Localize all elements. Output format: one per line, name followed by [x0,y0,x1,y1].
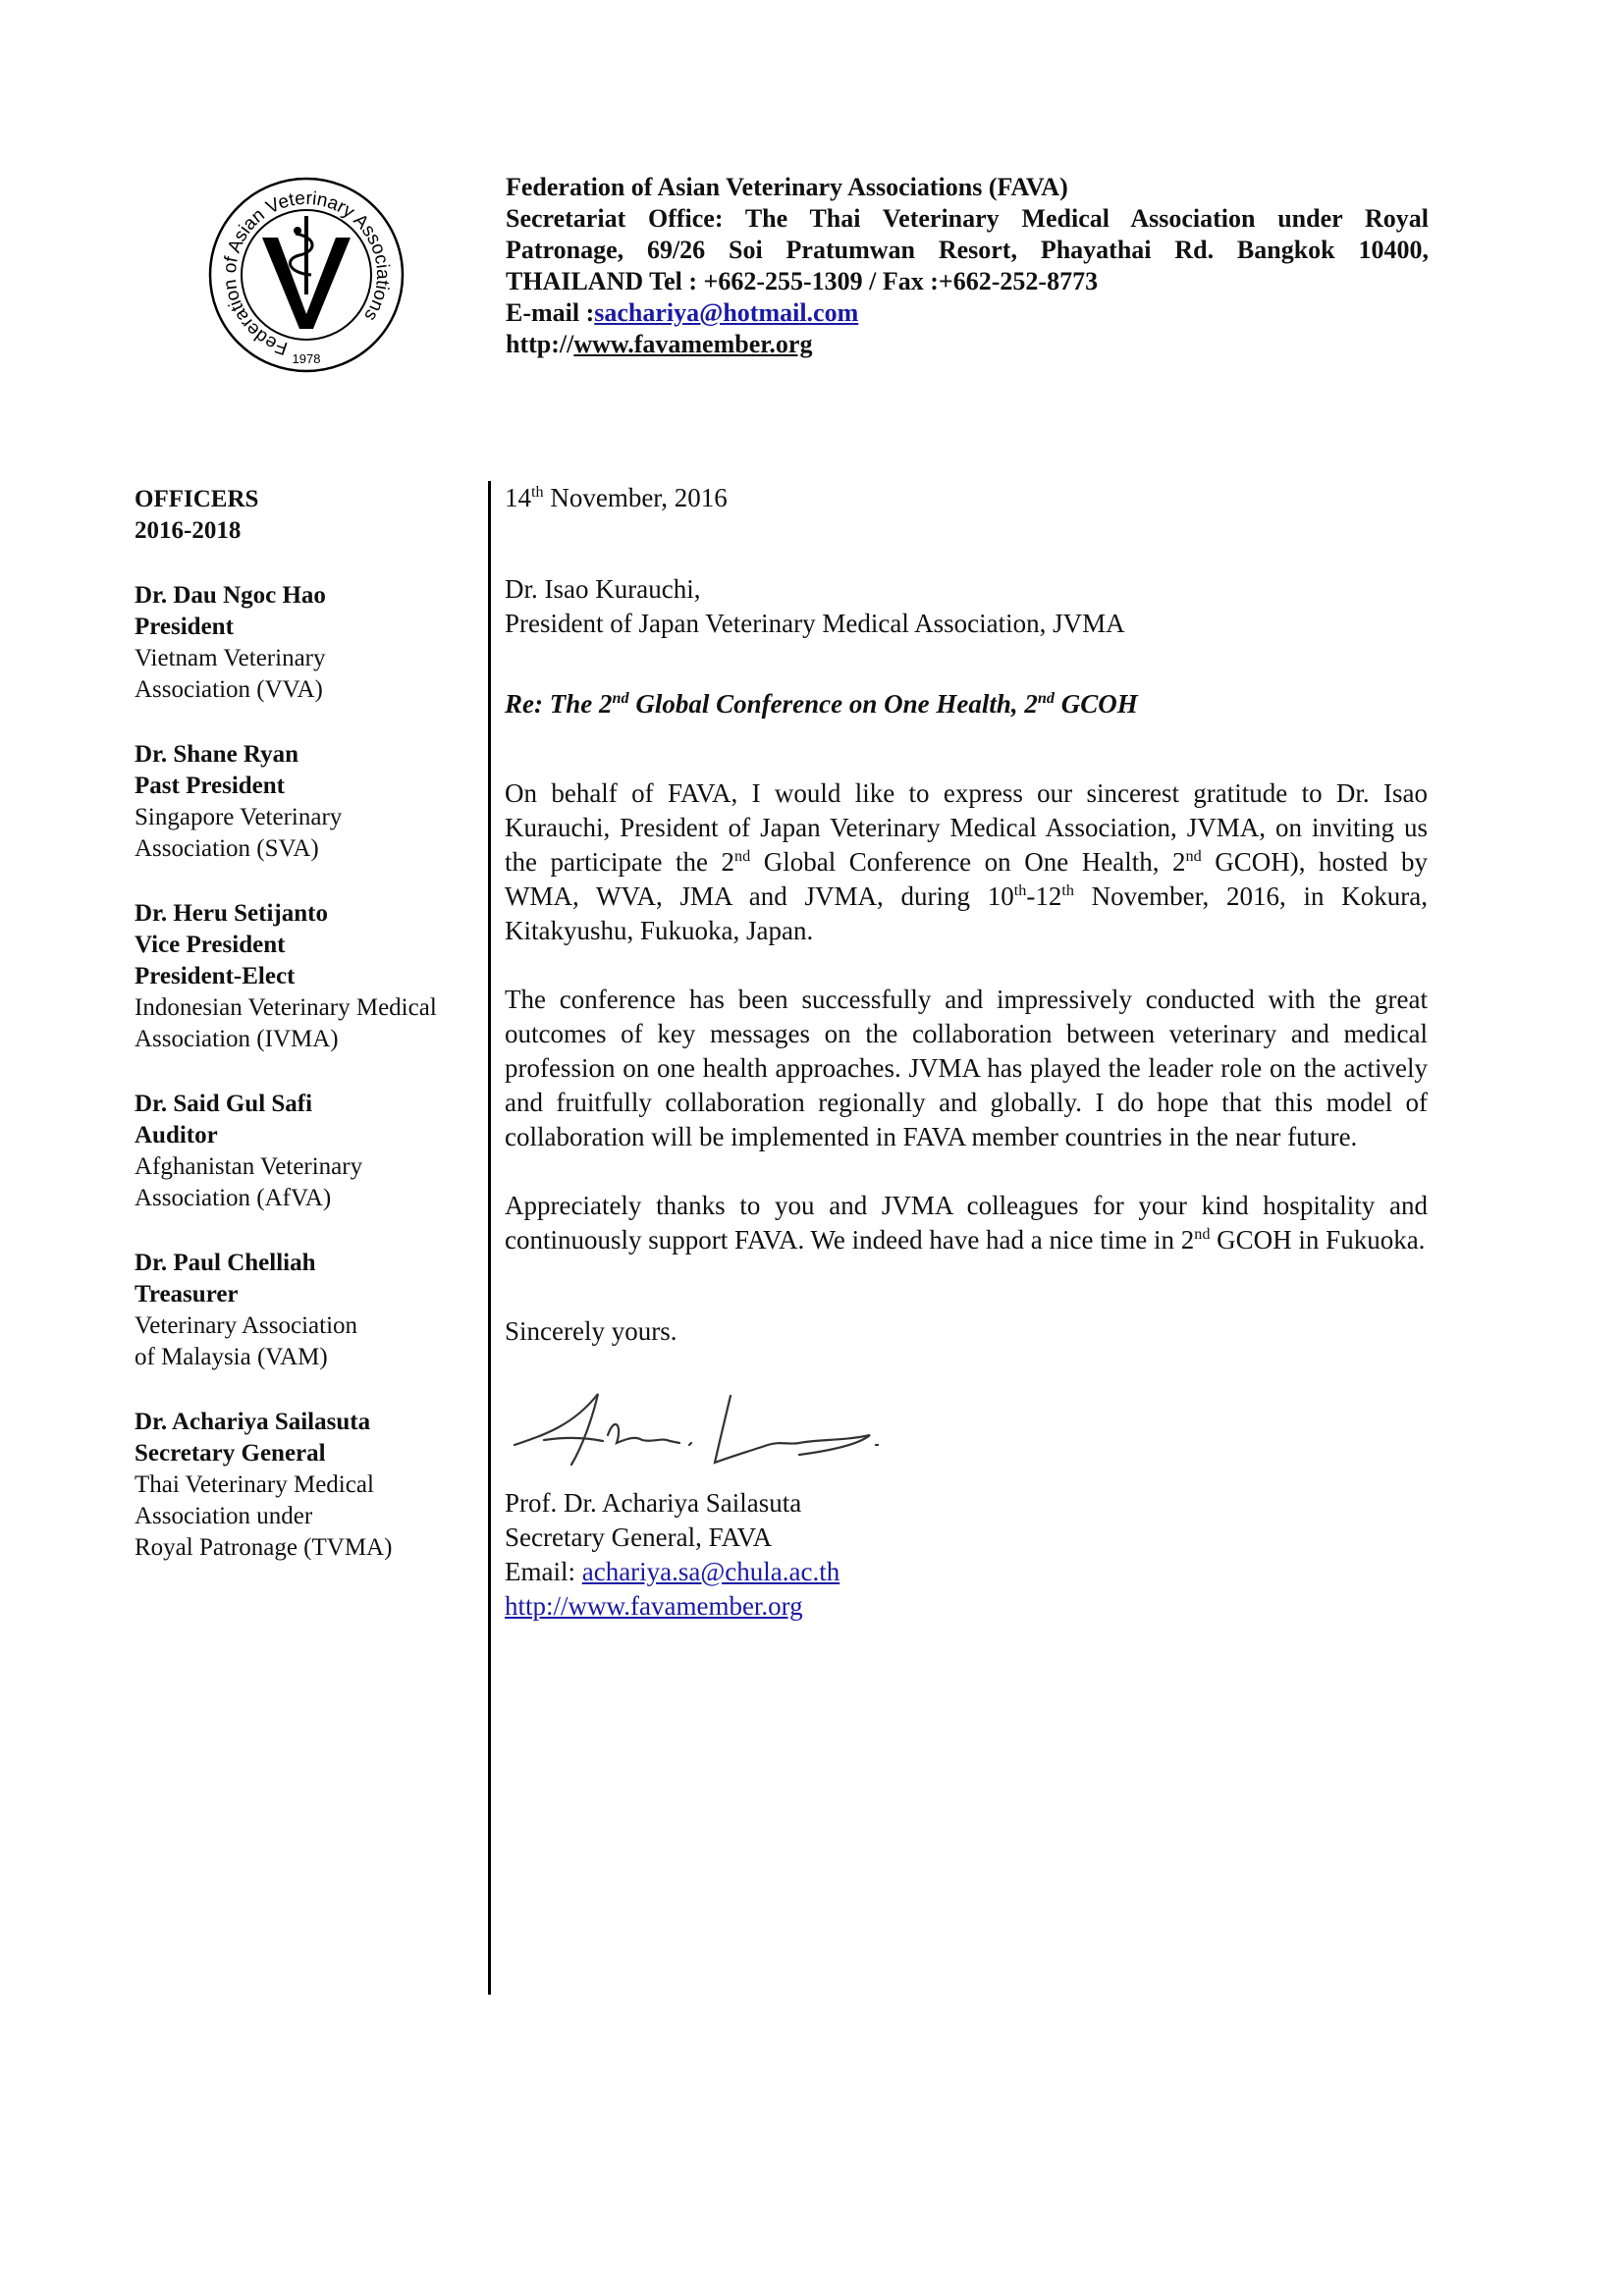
officer-role: Auditor [135,1122,218,1148]
officer-name: Dr. Heru Setijanto [135,900,328,927]
officer-association: Afghanistan Veterinary Association (AfVA) [135,1153,363,1211]
p1-sup-4: th [1061,881,1074,899]
officer-association: Vietnam Veterinary Association (VVA) [135,645,326,703]
p1-c: GCOH), hosted by WMA, WVA, JMA and JVMA, during 10 [505,847,1428,911]
re-prefix: Re: The 2 [505,689,613,719]
signer-web-link[interactable]: http://www.favamember.org [505,1591,803,1621]
header-web-link[interactable]: www.favamember.org [573,330,813,358]
re-sup-1: nd [612,689,629,707]
paragraph-3 [505,1189,1428,1257]
header-email-label: E-mail : [506,298,595,327]
recipient-title: President of Japan Veterinary Medical Association, JVMA [505,609,1125,638]
officer-role: Secretary General [135,1440,326,1467]
fava-logo [201,177,411,373]
header-email-link[interactable]: sachariya@hotmail.com [594,298,859,327]
vertical-divider [488,481,491,1995]
officers-sidebar [135,484,488,1564]
officers-term: 2016-2018 [135,517,242,544]
paragraph-1 [505,776,1428,948]
secretariat-line-3: THAILAND Tel : +662-255-1309 / Fax :+662-252-8773 [506,267,1099,295]
logo-year: 1978 [292,351,321,366]
officer-entry [135,739,488,865]
officers-title: OFFICERS [135,486,259,512]
p3-a: Appreciately thanks to you and JVMA colleagues for your kind hospitality and continuously support FAVA. We indeed have had a nice time in 2 [505,1191,1428,1255]
officer-name: Dr. Shane Ryan [135,741,298,768]
re-mid: Global Conference on One Health, 2 [628,689,1038,719]
officer-name: Dr. Paul Chelliah [135,1250,316,1276]
signer-web-row [505,1589,1428,1624]
logo-ring-text: Federation of Asian Veterinary Associations [219,187,394,359]
p3-b: GCOH in Fukuoka. [1210,1225,1426,1255]
p3-sup: nd [1194,1225,1211,1243]
officer-entry [135,898,488,1055]
officer-association: Veterinary Association of Malaysia (VAM) [135,1312,358,1370]
officer-role: Treasurer [135,1281,239,1308]
letter-body [505,481,1428,1624]
signer-email-row [505,1555,1428,1589]
signer-name: Prof. Dr. Achariya Sailasuta [505,1488,802,1518]
officer-entry [135,1248,488,1373]
secretariat-line-2: Patronage, 69/26 Soi Pratumwan Resort, Phayathai Rd. Bangkok 10400, [506,236,1429,264]
officer-entry [135,580,488,706]
officer-entry [135,1089,488,1214]
officer-association: Singapore Veterinary Association (SVA) [135,804,343,862]
officer-entry [135,1407,488,1564]
caduceus-v-icon [262,216,351,329]
signer-title: Secretary General, FAVA [505,1522,773,1552]
officer-name: Dr. Achariya Sailasuta [135,1409,371,1435]
date-day: 14 [505,483,531,512]
date-sup: th [531,483,544,501]
closing-line: Sincerely yours. [505,1316,677,1346]
officer-name: Dr. Said Gul Safi [135,1091,313,1117]
officer-role: Vice President [135,932,286,958]
signer-email-label: Email: [505,1557,582,1586]
p1-d: -12 [1026,881,1062,911]
officer-role: Past President [135,773,285,799]
officer-role: President-Elect [135,963,296,989]
secretariat-line-1: Secretariat Office: The Thai Veterinary Medical Association under Royal [506,204,1429,233]
re-end: GCOH [1054,689,1138,719]
officer-name: Dr. Dau Ngoc Hao [135,582,326,609]
p1-e: November, 2016, in Kokura, Kitakyushu, Fukuoka, Japan. [505,881,1428,945]
p1-sup-1: nd [734,847,751,865]
officer-association: Thai Veterinary Medical Association under Royal Patronage (TVMA) [135,1471,393,1561]
date-rest: November, 2016 [543,483,728,512]
officer-role: President [135,614,234,640]
letter-date [505,481,1428,515]
re-sup-2: nd [1037,689,1055,707]
recipient-name: Dr. Isao Kurauchi, [505,574,701,604]
p1-a: On behalf of FAVA, I would like to express our sincerest gratitude to Dr. Isao Kurauchi, President of Japan Veterinary Medical Association, JVMA, on inviting us the participate the 2 [505,778,1428,877]
header-web-row [506,329,1429,360]
p1-sup-3: th [1013,881,1027,899]
header-email-row [506,297,1429,329]
handwritten-signature [505,1386,966,1474]
signer-email-link[interactable]: achariya.sa@chula.ac.th [581,1557,840,1586]
p1-sup-2: nd [1185,847,1202,865]
officer-association: Indonesian Veterinary Medical Association (IVMA) [135,994,437,1052]
recipient-block [505,572,1428,641]
organization-header [506,172,1429,360]
paragraph-2: The conference has been successfully and impressively conducted with the great outcomes of key messages on the collaboration between veterinary and medical profession on one health approaches. JVMA has played the leader role on the actively and fruitfully collaboration regionally and globally. I do hope that this model of collaboration will be implemented in FAVA member countries in the near future. [505,985,1428,1151]
officer-list [135,580,488,1564]
org-name: Federation of Asian Veterinary Associations (FAVA) [506,173,1068,201]
signer-block [505,1486,1428,1624]
p1-b: Global Conference on One Health, 2 [750,847,1186,877]
subject-line [505,687,1428,721]
header-web-prefix: http:// [506,330,574,358]
